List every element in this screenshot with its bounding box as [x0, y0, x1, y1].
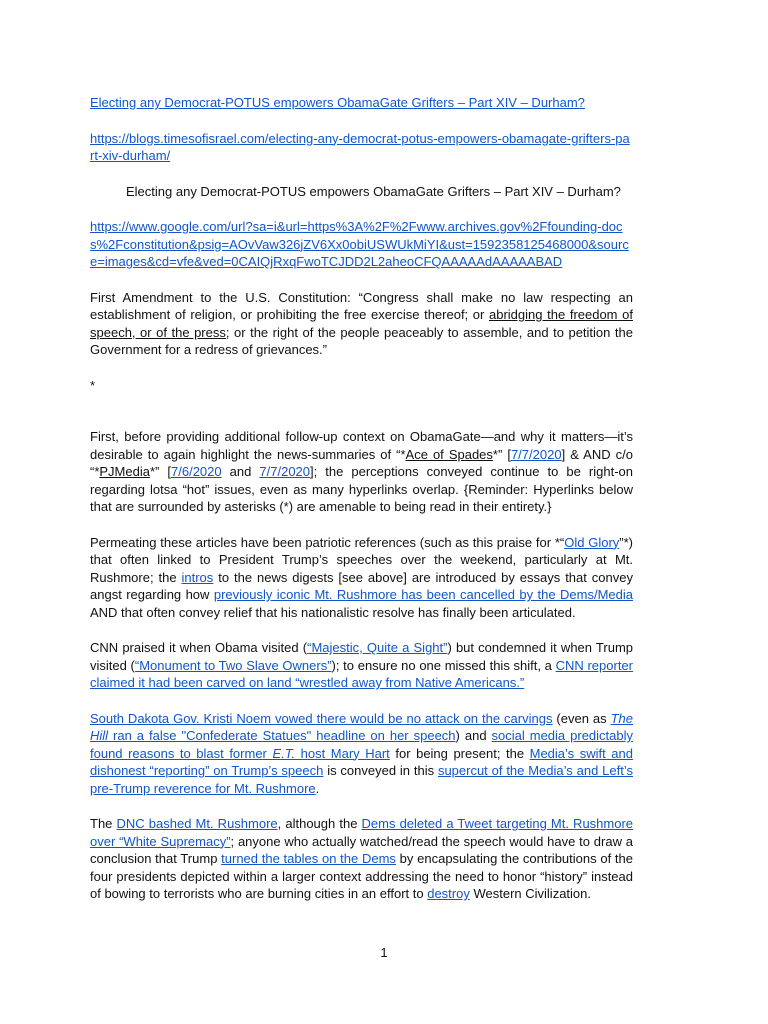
link-slave-owners[interactable]: “Monument to Two Slave Owners” [134, 657, 332, 673]
text: (even as [552, 710, 611, 726]
text: and [221, 464, 260, 479]
text: is conveyed in this [323, 763, 438, 778]
first-amendment-paragraph [90, 289, 633, 359]
separator-asterisk: * [90, 377, 96, 393]
link-media-reporting[interactable]: Media’s swift and dishonest “reporting” on Trump’s speech [90, 745, 633, 778]
paragraph-dnc [90, 815, 633, 903]
paragraph-cnn [90, 639, 633, 692]
link-rushmore-cancelled[interactable]: previously iconic Mt. Rushmore has been cancelled by the Dems/Media [213, 587, 633, 602]
link-majestic[interactable]: “Majestic, Quite a Sight” [307, 640, 448, 655]
text: to the news digests [see above] are introduced by essays that convey angst regarding how [90, 569, 633, 602]
title-link-paragraph [90, 94, 633, 112]
text: ; anyone who actually watched/read the speech would have to draw a conclusion that Trump [90, 833, 633, 866]
text: AND that often convey relief that his nationalistic resolve has finally been articulated. [90, 604, 576, 620]
text: First, before providing additional follow-up context on ObamaGate—and why it matters—it’s desirable to again highlight the news-summaries of “* [90, 429, 633, 462]
link-text: ran a false "Confederate Statues" headline on her speech [108, 728, 456, 743]
link-noem-vow[interactable]: South Dakota Gov. Kristi Noem vowed there would be no attack on the carvings [90, 710, 553, 726]
link-pjmedia[interactable]: PJMedia [99, 464, 150, 479]
text: ”*) that often linked to President Trump’s speeches over the weekend, particularly at Mt. Rushmore; the [90, 534, 633, 585]
text: CNN praised it when Obama visited ( [90, 640, 308, 655]
link-date-aos[interactable]: 7/7/2020 [510, 446, 562, 462]
text: ) but condemned it when Trump visited ( [90, 640, 633, 673]
text: ); to ensure no one missed this shift, a [331, 657, 556, 673]
text: ) and [455, 728, 492, 743]
link-cnn-reporter[interactable]: CNN reporter claimed it had been carved on land “wrestled away from Native Americans.” [90, 657, 633, 690]
link-supercut[interactable]: supercut of the Media’s and Left’s pre-Trump reverence for Mt. Rushmore [90, 763, 633, 796]
blog-url-paragraph [90, 130, 633, 165]
link-turned-tables[interactable]: turned the tables on the Dems [221, 851, 396, 866]
paragraph-noem [90, 710, 633, 798]
link-intros[interactable]: intros [181, 569, 214, 585]
link-text: host Mary Hart [295, 745, 390, 761]
link-old-glory[interactable]: Old Glory [564, 534, 620, 550]
text: ] & AND c/o “* [90, 446, 633, 479]
google-url-link[interactable]: https://www.google.com/url?sa=i&url=https%3A%2F%2Fwww.archives.gov%2Ffounding-docs%2Fconstitution&psig=AOvVaw326jZV6Xx0obiUSWUkMiYI&ust=1592358125468000&source=images&cd=vfe&ved=0CAIQjRxqFwoTCJDD2L2aheoCFQAAAAAdAAAAABAD [90, 219, 629, 269]
amendment-underlined-text: abridging the freedom of speech, or of the press [90, 307, 633, 340]
paragraph-patriotic-references [90, 534, 633, 622]
amendment-text-prefix: First Amendment to the U.S. Constitution: “Congress shall make no law respecting an establishment of religion, or prohibiting the free exercise thereof; or [90, 289, 633, 322]
text: for being present; the [389, 745, 530, 761]
link-deleted-tweet[interactable]: Dems deleted a Tweet targeting Mt. Rushmore over “White Supremacy” [90, 816, 634, 849]
link-destroy[interactable]: destroy [427, 886, 470, 901]
text: *” [ [149, 464, 172, 479]
text: by encapsulating the contributions of the four presidents depicted within a larger context addressing the need to honor “history” instead of bowing to terrorists who are burning cities in an effort to [90, 851, 633, 901]
paragraph-news-summaries [90, 428, 633, 516]
google-url-paragraph [90, 218, 633, 271]
title-link[interactable]: Electing any Democrat-POTUS empowers ObamaGate Grifters – Part XIV – Durham? [90, 95, 585, 110]
text: , although the [277, 816, 362, 831]
link-dnc-bashed[interactable]: DNC bashed Mt. Rushmore [116, 816, 278, 831]
document-title: Electing any Democrat-POTUS empowers ObamaGate Grifters – Part XIV – Durham? [126, 183, 621, 199]
link-date-pj-2[interactable]: 7/7/2020 [259, 464, 311, 479]
text: . [315, 780, 320, 796]
page-number: 1 [380, 945, 388, 960]
link-date-pj-1[interactable]: 7/6/2020 [171, 464, 222, 479]
text: *” [ [492, 446, 511, 462]
amendment-text-suffix: ; or the right of the people peaceably to assemble, and to petition the Government for a redress of grievances.” [90, 324, 633, 357]
text: ]; the perceptions conveyed continue to be right-on regarding lotsa “hot” issues, even as many hyperlinks overlap. {Reminder: Hyperlinks below that are surrounded by asterisks (*) are amenable to being read in their entirety.} [90, 464, 633, 514]
link-ace-of-spades[interactable]: Ace of Spades [405, 446, 493, 462]
the-hill-italic: The Hill [90, 710, 633, 743]
link-text: social media predictably found reasons to blast former [90, 728, 633, 761]
text: Western Civilization. [469, 886, 591, 901]
text: The [90, 816, 117, 831]
blog-url-link[interactable]: https://blogs.timesofisrael.com/electing-any-democrat-potus-empowers-obamagate-grifters-part-xiv-durham/ [90, 130, 630, 163]
et-italic: E.T. [272, 745, 296, 761]
text: Permeating these articles have been patriotic references (such as this praise for *“ [90, 534, 565, 550]
